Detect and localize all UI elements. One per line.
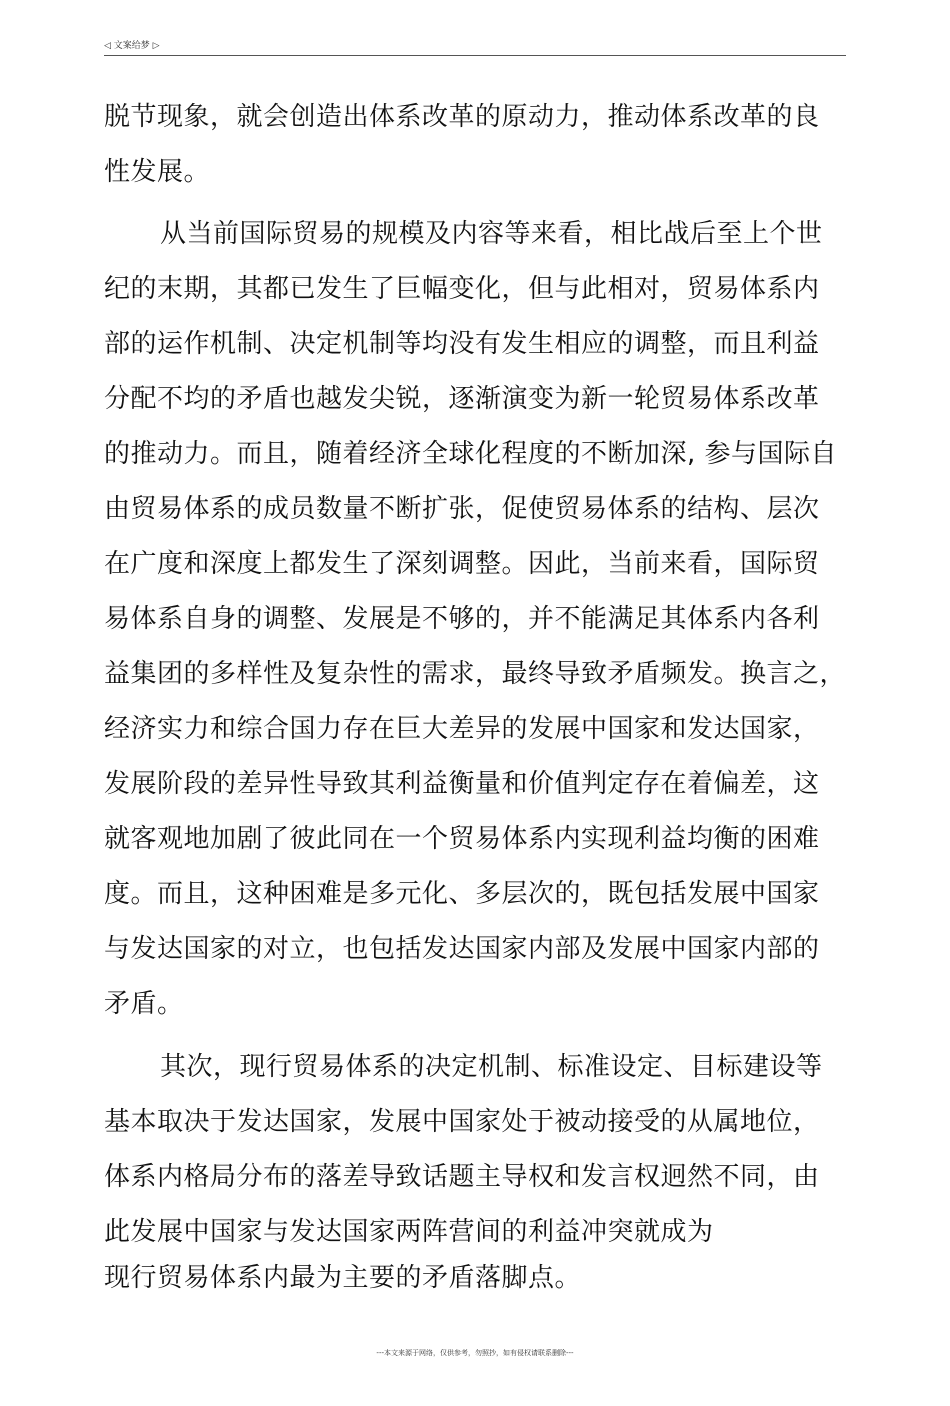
text-line: 性发展。 [104,157,211,187]
paragraph [104,1040,849,1296]
text-line: 由贸易体系的成员数量不断扩张，促使贸易体系的结构、层次 [104,494,820,524]
text-line: 现行贸易体系内最为主要的矛盾落脚点。 [104,1263,582,1293]
text-line: 经济实力和综合国力存在巨大差异的发展中国家和发达国家， [104,714,820,744]
text-line: 从当前国际贸易的规模及内容等来看，相比战后至上个世 [160,219,823,249]
page-footer: ---本文来源于网络，仅供参考，勿照抄，如有侵权请联系删除--- [376,1349,574,1357]
text-line: 在广度和深度上都发生了深刻调整。因此，当前来看，国际贸 [104,549,820,579]
text-line: 就客观地加剧了彼此同在一个贸易体系内实现利益均衡的困难 [104,824,820,854]
text-line: 体系内格局分布的落差导致话题主导权和发言权迥然不同，由 [104,1162,820,1192]
text-line: 此发展中国家与发达国家两阵营间的利益冲突就成为 [104,1217,714,1247]
text-line: 发展阶段的差异性导致其利益衡量和价值判定存在着偏差，这 [104,769,820,799]
text-line: 益集团的多样性及复杂性的需求，最终导致矛盾频发。换言之， [104,659,847,689]
paragraph [104,207,849,1032]
text-line: 其次，现行贸易体系的决定机制、标准设定、目标建设等 [160,1052,823,1082]
page-header [104,38,846,54]
text-line: 脱节现象，就会创造出体系改革的原动力，推动体系改革的良 [104,102,820,132]
text-line: 部的运作机制、决定机制等均没有发生相应的调整，而且利益 [104,329,820,359]
text-line: 度。而且，这种困难是多元化、多层次的，既包括发展中国家 [104,879,820,909]
text-line: 矛盾。 [104,989,184,1019]
paragraph [104,90,849,200]
header-divider [104,55,846,56]
text-line: 易体系自身的调整、发展是不够的，并不能满足其体系内各利 [104,604,820,634]
text-line: 与发达国家的对立，也包括发达国家内部及发展中国家内部的 [104,934,820,964]
header-text: ◁ 文案给梦 ▷ [104,41,160,51]
text-line: 分配不均的矛盾也越发尖锐，逐渐演变为新一轮贸易体系改革 [104,384,820,414]
text-line: 纪的末期，其都已发生了巨幅变化，但与此相对，贸易体系内 [104,274,820,304]
text-line: 基本取决于发达国家，发展中国家处于被动接受的从属地位， [104,1107,820,1137]
document-body [104,90,849,1296]
text-line: 的推动力。而且，随着经济全球化程度的不断加深, 参与国际自 [104,439,838,469]
